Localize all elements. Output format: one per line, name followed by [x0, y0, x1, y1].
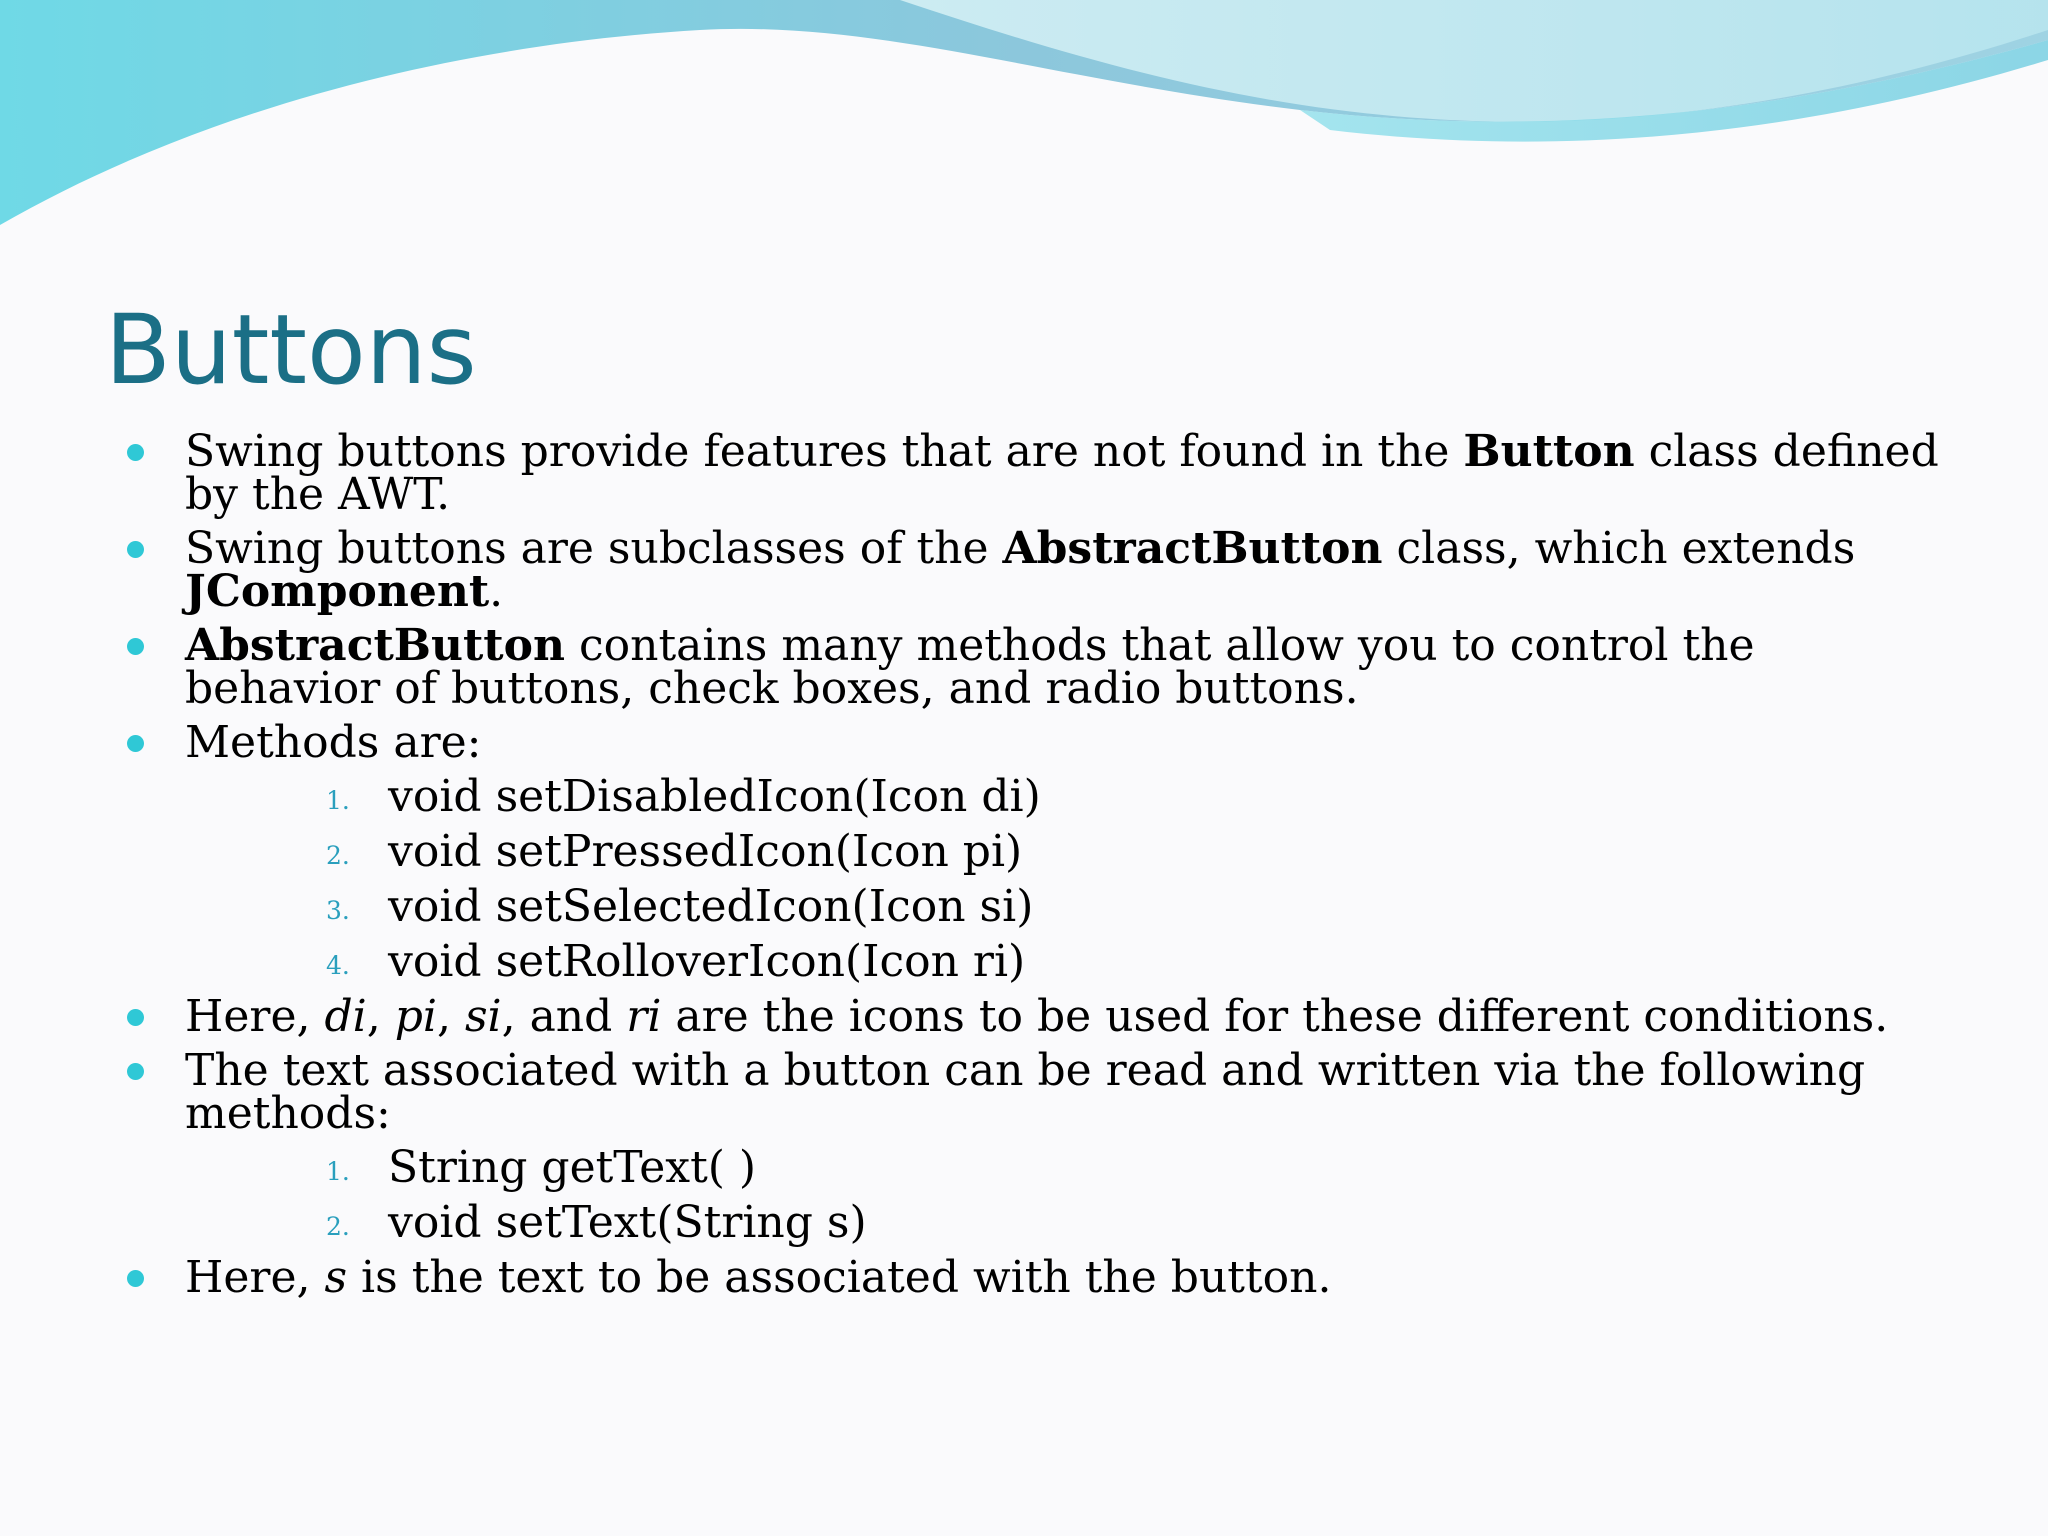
bullet-item: Here, di, pi, si, and ri are the icons to be used for these different conditions.: [0, 995, 2048, 1038]
bullet-item: The text associated with a button can be read and written via the following methods:: [0, 1049, 2048, 1135]
bullet-dot-icon: [127, 1009, 144, 1026]
method-item: 1. void setDisabledIcon(Icon di): [326, 771, 1041, 822]
bullet-dot-icon: [127, 444, 144, 461]
method-item: 2. void setText(String s): [326, 1197, 867, 1248]
method-item: 2. void setPressedIcon(Icon pi): [326, 826, 1023, 877]
method-item: 1. String getText( ): [326, 1142, 757, 1193]
bullet-item: Methods are:: [0, 721, 2048, 764]
bullet-dot-icon: [127, 735, 144, 752]
list-number: 1.: [326, 1157, 350, 1186]
bullet-item: Here, s is the text to be associated with the button.: [0, 1256, 2048, 1299]
bullet-dot-icon: [127, 1270, 144, 1287]
list-number: 2.: [326, 841, 350, 870]
bullet-list: [0, 426, 2048, 1310]
bullet-dot-icon: [127, 541, 144, 558]
bullet-item: AbstractButton contains many methods that allow you to control the behavior of buttons, check boxes, and radio buttons.: [0, 624, 2048, 710]
bullet-item: Swing buttons provide features that are not found in the Button class defined by the AWT.: [0, 430, 2048, 516]
list-number: 3.: [326, 896, 350, 925]
list-number: 2.: [326, 1212, 350, 1241]
bullet-item: Swing buttons are subclasses of the AbstractButton class, which extends JComponent.: [0, 527, 2048, 613]
bullet-dot-icon: [127, 638, 144, 655]
list-number: 4.: [326, 951, 350, 980]
list-number: 1.: [326, 786, 350, 815]
method-item: 3. void setSelectedIcon(Icon si): [326, 881, 1034, 932]
bullet-dot-icon: [127, 1063, 144, 1080]
slide-title: Buttons: [105, 294, 477, 406]
method-item: 4. void setRolloverIcon(Icon ri): [326, 936, 1026, 987]
header-wave-decoration: [0, 0, 2048, 240]
